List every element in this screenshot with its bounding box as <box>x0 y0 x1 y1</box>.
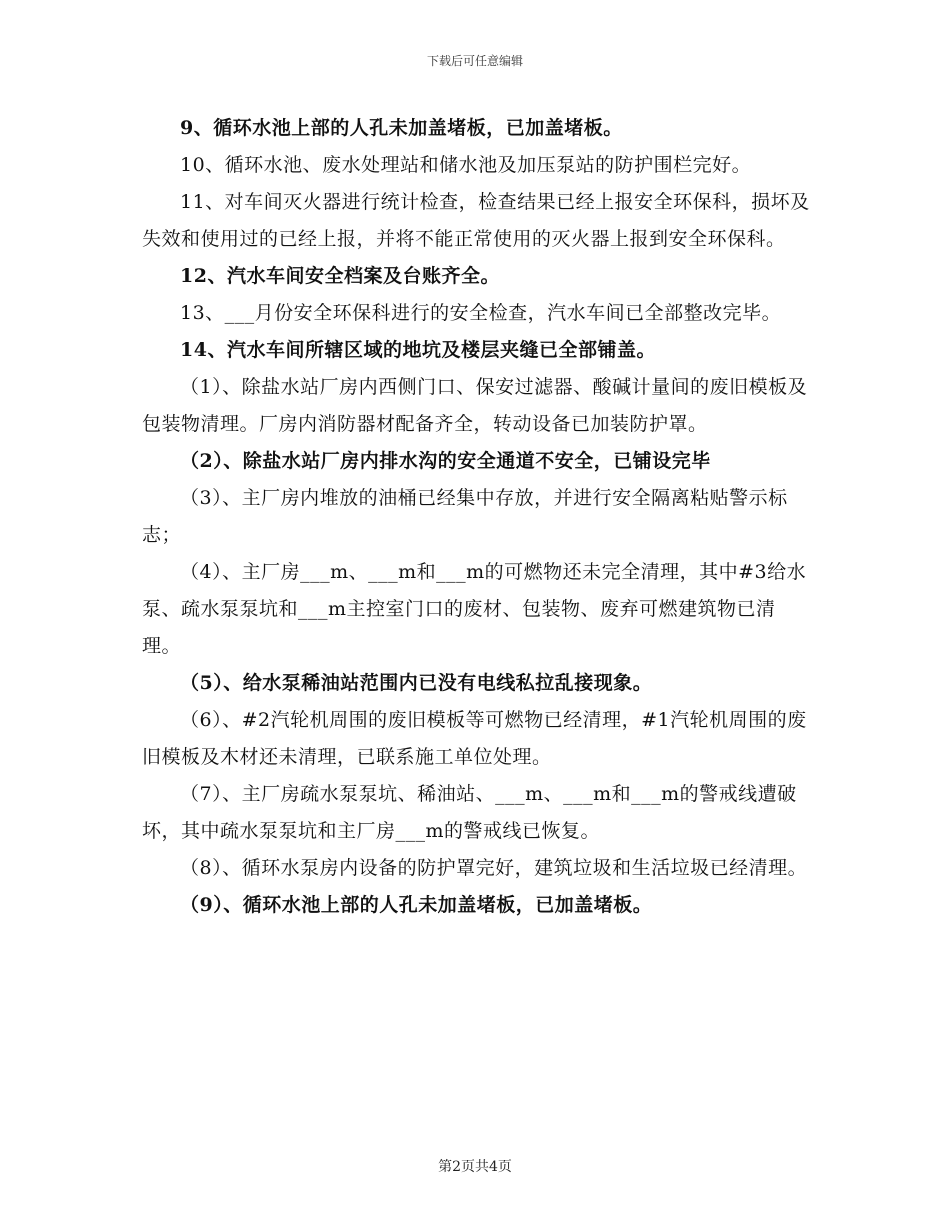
paragraph-sub-9: （9）、循环水池上部的人孔未加盖堵板，已加盖堵板。 <box>180 894 653 916</box>
paragraph-item-10: 10、循环水池、废水处理站和储水池及加压泵站的防护围栏完好。 <box>180 154 752 176</box>
paragraph-sub-4: （4）、主厂房___m、___m和___m的可燃物还未完全清理，其中#3给水泵、疏水泵泵坑和___m主控室门口的废材、包装物、废弃可燃建筑物已清理。 <box>142 561 807 657</box>
paragraph-item-14: 14、汽水车间所辖区域的地坑及楼层夹缝已全部铺盖。 <box>180 339 656 361</box>
paragraph-sub-6: （6）、#2汽轮机周围的废旧模板等可燃物已经清理，#1汽轮机周围的废旧模板及木材还未清理，已联系施工单位处理。 <box>142 709 807 768</box>
paragraph-sub-2: （2）、除盐水站厂房内排水沟的安全通道不安全，已铺设完毕 <box>180 450 711 472</box>
document-body <box>142 110 812 924</box>
paragraph-item-12: 12、汽水车间安全档案及台账齐全。 <box>180 265 500 287</box>
paragraph-sub-3: （3）、主厂房内堆放的油桶已经集中存放，并进行安全隔离粘贴警示标志； <box>142 487 788 546</box>
paragraph-sub-1: （1）、除盐水站厂房内西侧门口、保安过滤器、酸碱计量间的废旧模板及包装物清理。厂房内消防器材配备齐全，转动设备已加装防护罩。 <box>142 376 808 435</box>
page-footer: 第2页共4页 <box>438 1159 512 1175</box>
paragraph-item-11: 11、对车间灭火器进行统计检查，检查结果已经上报安全环保科，损坏及失效和使用过的已经上报，并将不能正常使用的灭火器上报到安全环保科。 <box>142 191 810 250</box>
paragraph-sub-8: （8）、循环水泵房内设备的防护罩完好，建筑垃圾和生活垃圾已经清理。 <box>180 857 808 879</box>
paragraph-item-13: 13、___月份安全环保科进行的安全检查，汽水车间已全部整改完毕。 <box>180 302 782 324</box>
paragraph-sub-5: （5）、给水泵稀油站范围内已没有电线私拉乱接现象。 <box>180 672 653 694</box>
paragraph-item-9: 9、循环水池上部的人孔未加盖堵板，已加盖堵板。 <box>180 117 623 139</box>
paragraph-sub-7: （7）、主厂房疏水泵泵坑、稀油站、___m、___m和___m的警戒线遭破坏，其中疏水泵泵坑和主厂房___m的警戒线已恢复。 <box>142 783 797 842</box>
page-header: 下载后可任意编辑 <box>426 54 523 68</box>
